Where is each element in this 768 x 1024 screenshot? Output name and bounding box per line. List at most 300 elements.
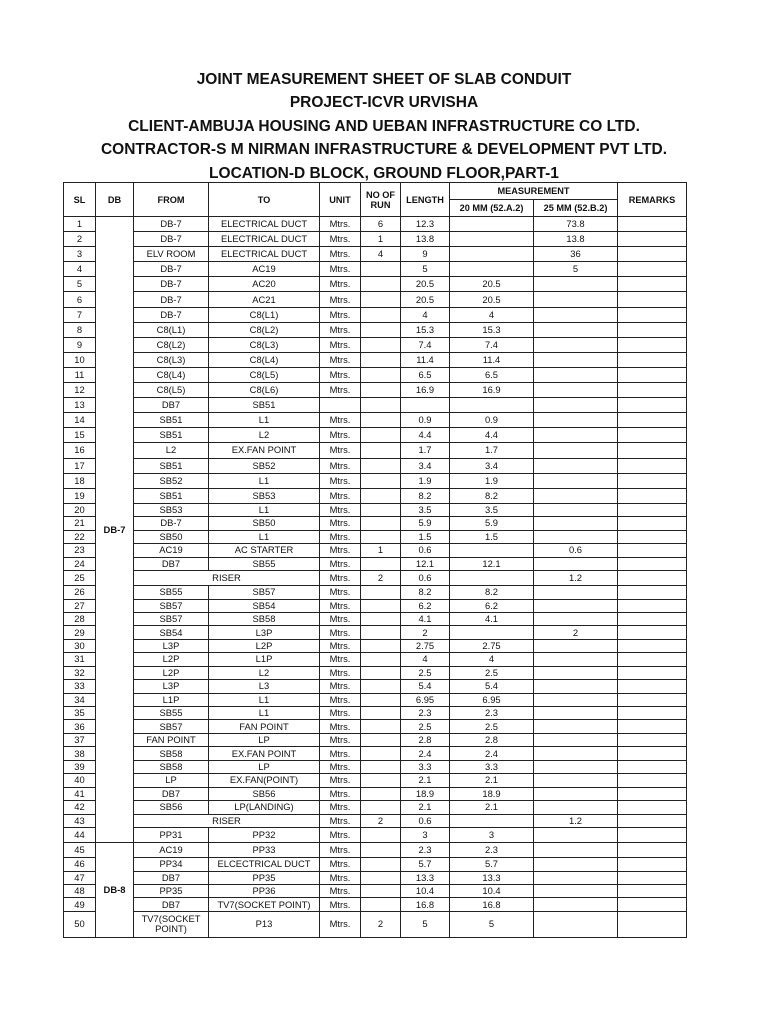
mm20-cell bbox=[450, 232, 534, 247]
mm20-cell: 4 bbox=[450, 653, 534, 666]
runs-cell: 1 bbox=[361, 544, 401, 557]
to-cell: AC STARTER bbox=[209, 544, 320, 557]
from-cell: L2 bbox=[134, 443, 209, 458]
sl-cell: 10 bbox=[64, 352, 96, 367]
to-cell: ELECTRICAL DUCT bbox=[209, 247, 320, 262]
sl-cell: 27 bbox=[64, 599, 96, 612]
to-cell: L1 bbox=[209, 413, 320, 428]
remarks-cell bbox=[618, 277, 687, 292]
sl-cell: 13 bbox=[64, 398, 96, 413]
mm20-cell: 2.3 bbox=[450, 707, 534, 720]
mm25-cell bbox=[534, 557, 618, 570]
runs-header: NO OF RUN bbox=[361, 183, 401, 217]
from-cell: AC19 bbox=[134, 843, 209, 858]
table-row bbox=[64, 827, 687, 842]
sl-cell: 25 bbox=[64, 570, 96, 585]
sl-cell: 31 bbox=[64, 653, 96, 666]
unit-cell: Mtrs. bbox=[320, 898, 361, 911]
to-cell: ELCECTRICAL DUCT bbox=[209, 858, 320, 871]
from-cell: DB7 bbox=[134, 787, 209, 800]
mm25-cell bbox=[534, 517, 618, 530]
sl-cell: 42 bbox=[64, 801, 96, 814]
mm20-cell bbox=[450, 626, 534, 639]
to-cell: L2 bbox=[209, 666, 320, 679]
unit-cell: Mtrs. bbox=[320, 774, 361, 787]
mm25-cell bbox=[534, 733, 618, 746]
mm25-cell: 5 bbox=[534, 262, 618, 277]
to-cell: SB55 bbox=[209, 557, 320, 570]
length-cell: 4.4 bbox=[401, 428, 450, 443]
unit-cell: Mtrs. bbox=[320, 247, 361, 262]
unit-cell: Mtrs. bbox=[320, 747, 361, 760]
mm20-cell: 1.9 bbox=[450, 473, 534, 488]
table-row bbox=[64, 428, 687, 443]
mm20-cell bbox=[450, 544, 534, 557]
runs-cell bbox=[361, 720, 401, 733]
measurement-header: MEASUREMENT bbox=[450, 183, 618, 200]
remarks-cell bbox=[618, 367, 687, 382]
table-row bbox=[64, 544, 687, 557]
mm25-cell bbox=[534, 801, 618, 814]
from-cell: DB-7 bbox=[134, 307, 209, 322]
mm25-cell bbox=[534, 322, 618, 337]
length-cell: 1.5 bbox=[401, 530, 450, 543]
mm20-cell: 1.5 bbox=[450, 530, 534, 543]
length-cell: 10.4 bbox=[401, 885, 450, 898]
unit-cell: Mtrs. bbox=[320, 428, 361, 443]
runs-cell bbox=[361, 413, 401, 428]
to-cell: L1 bbox=[209, 473, 320, 488]
location-line: LOCATION-D BLOCK, GROUND FLOOR,PART-1 bbox=[209, 164, 559, 182]
mm20-cell bbox=[450, 247, 534, 262]
runs-cell bbox=[361, 337, 401, 352]
remarks-cell bbox=[618, 232, 687, 247]
db-group-cell: DB-7 bbox=[96, 217, 134, 843]
mm20-cell: 8.2 bbox=[450, 488, 534, 503]
table-row bbox=[64, 653, 687, 666]
unit-cell: Mtrs. bbox=[320, 612, 361, 625]
from-cell: PP35 bbox=[134, 885, 209, 898]
unit-cell: Mtrs. bbox=[320, 680, 361, 693]
unit-cell: Mtrs. bbox=[320, 352, 361, 367]
sl-cell: 44 bbox=[64, 827, 96, 842]
to-cell: FAN POINT bbox=[209, 720, 320, 733]
sl-cell: 7 bbox=[64, 307, 96, 322]
table-row bbox=[64, 473, 687, 488]
unit-cell: Mtrs. bbox=[320, 639, 361, 652]
runs-cell bbox=[361, 428, 401, 443]
runs-cell bbox=[361, 307, 401, 322]
mm25-cell bbox=[534, 720, 618, 733]
mm25-cell bbox=[534, 599, 618, 612]
unit-cell: Mtrs. bbox=[320, 814, 361, 827]
mm20-cell: 2.5 bbox=[450, 666, 534, 679]
mm25-cell bbox=[534, 398, 618, 413]
sl-cell: 22 bbox=[64, 530, 96, 543]
remarks-cell bbox=[618, 503, 687, 516]
runs-cell bbox=[361, 707, 401, 720]
table-row bbox=[64, 443, 687, 458]
sl-cell: 17 bbox=[64, 458, 96, 473]
to-cell: TV7(SOCKET POINT) bbox=[209, 898, 320, 911]
runs-cell bbox=[361, 774, 401, 787]
project-line: PROJECT-ICVR URVISHA bbox=[289, 94, 479, 112]
sl-cell: 28 bbox=[64, 612, 96, 625]
mm25-cell bbox=[534, 680, 618, 693]
unit-cell: Mtrs. bbox=[320, 733, 361, 746]
unit-cell: Mtrs. bbox=[320, 473, 361, 488]
mm25-cell bbox=[534, 473, 618, 488]
length-cell: 20.5 bbox=[401, 277, 450, 292]
runs-cell: 4 bbox=[361, 247, 401, 262]
mm25-cell bbox=[534, 383, 618, 398]
to-cell: L2 bbox=[209, 428, 320, 443]
to-cell: L1 bbox=[209, 530, 320, 543]
mm20-cell: 2.4 bbox=[450, 747, 534, 760]
from-cell: C8(L3) bbox=[134, 352, 209, 367]
length-cell: 3.3 bbox=[401, 760, 450, 773]
to-cell: SB58 bbox=[209, 612, 320, 625]
mm25-cell bbox=[534, 666, 618, 679]
length-cell: 5.7 bbox=[401, 858, 450, 871]
to-cell: P13 bbox=[209, 911, 320, 937]
from-cell: C8(L2) bbox=[134, 337, 209, 352]
mm20-cell: 20.5 bbox=[450, 277, 534, 292]
to-cell: PP32 bbox=[209, 827, 320, 842]
remarks-cell bbox=[618, 557, 687, 570]
length-cell: 2.3 bbox=[401, 707, 450, 720]
sl-cell: 2 bbox=[64, 232, 96, 247]
sl-cell: 18 bbox=[64, 473, 96, 488]
runs-cell bbox=[361, 680, 401, 693]
mm25-cell bbox=[534, 488, 618, 503]
to-cell: AC19 bbox=[209, 262, 320, 277]
sl-cell: 23 bbox=[64, 544, 96, 557]
length-cell: 6.2 bbox=[401, 599, 450, 612]
mm25-cell bbox=[534, 443, 618, 458]
length-cell: 1.9 bbox=[401, 473, 450, 488]
runs-cell: 2 bbox=[361, 570, 401, 585]
sl-cell: 40 bbox=[64, 774, 96, 787]
sl-cell: 47 bbox=[64, 871, 96, 884]
sl-cell: 9 bbox=[64, 337, 96, 352]
to-cell: ELECTRICAL DUCT bbox=[209, 232, 320, 247]
table-row bbox=[64, 693, 687, 706]
mm20-cell bbox=[450, 814, 534, 827]
document-header bbox=[0, 68, 768, 185]
contractor-line: CONTRACTOR-S M NIRMAN INFRASTRUCTURE & DEVELOPMENT PVT LTD. bbox=[100, 141, 668, 159]
unit-cell: Mtrs. bbox=[320, 626, 361, 639]
length-cell: 0.6 bbox=[401, 814, 450, 827]
remarks-cell bbox=[618, 843, 687, 858]
mm25-cell: 0.6 bbox=[534, 544, 618, 557]
remarks-cell bbox=[618, 292, 687, 307]
table-row bbox=[64, 262, 687, 277]
from-cell: SB57 bbox=[134, 599, 209, 612]
mm25-cell bbox=[534, 911, 618, 937]
runs-cell bbox=[361, 262, 401, 277]
measurement-table-wrap bbox=[63, 182, 687, 938]
mm20-cell: 5.9 bbox=[450, 517, 534, 530]
table-row bbox=[64, 720, 687, 733]
table-row bbox=[64, 871, 687, 884]
mm20-cell: 16.9 bbox=[450, 383, 534, 398]
remarks-cell bbox=[618, 413, 687, 428]
mm20-cell: 0.9 bbox=[450, 413, 534, 428]
to-cell: EX.FAN(POINT) bbox=[209, 774, 320, 787]
runs-cell bbox=[361, 383, 401, 398]
mm25-cell: 1.2 bbox=[534, 570, 618, 585]
mm20-cell: 2.8 bbox=[450, 733, 534, 746]
table-row bbox=[64, 707, 687, 720]
unit-cell: Mtrs. bbox=[320, 277, 361, 292]
remarks-cell bbox=[618, 639, 687, 652]
from-cell: DB7 bbox=[134, 898, 209, 911]
table-row bbox=[64, 626, 687, 639]
runs-cell bbox=[361, 653, 401, 666]
mm20-cell: 3.3 bbox=[450, 760, 534, 773]
sl-cell: 16 bbox=[64, 443, 96, 458]
unit-cell: Mtrs. bbox=[320, 292, 361, 307]
from-cell: L3P bbox=[134, 680, 209, 693]
measurement-table bbox=[63, 182, 687, 938]
table-row bbox=[64, 843, 687, 858]
length-cell: 3.4 bbox=[401, 458, 450, 473]
unit-cell: Mtrs. bbox=[320, 787, 361, 800]
to-cell: C8(L3) bbox=[209, 337, 320, 352]
mm25-cell bbox=[534, 352, 618, 367]
remarks-cell bbox=[618, 720, 687, 733]
mm25-cell bbox=[534, 858, 618, 871]
remarks-cell bbox=[618, 827, 687, 842]
from-cell: DB-7 bbox=[134, 217, 209, 232]
from-cell: SB52 bbox=[134, 473, 209, 488]
unit-cell: Mtrs. bbox=[320, 843, 361, 858]
sl-cell: 6 bbox=[64, 292, 96, 307]
to-cell: AC20 bbox=[209, 277, 320, 292]
table-row bbox=[64, 557, 687, 570]
unit-cell: Mtrs. bbox=[320, 827, 361, 842]
runs-cell bbox=[361, 871, 401, 884]
table-row bbox=[64, 680, 687, 693]
mm20-cell: 2.75 bbox=[450, 639, 534, 652]
mm25-cell bbox=[534, 586, 618, 599]
sl-cell: 14 bbox=[64, 413, 96, 428]
to-header: TO bbox=[209, 183, 320, 217]
runs-cell bbox=[361, 733, 401, 746]
to-cell: C8(L4) bbox=[209, 352, 320, 367]
runs-cell bbox=[361, 277, 401, 292]
runs-cell bbox=[361, 473, 401, 488]
sl-cell: 15 bbox=[64, 428, 96, 443]
to-cell: C8(L1) bbox=[209, 307, 320, 322]
unit-cell: Mtrs. bbox=[320, 707, 361, 720]
table-row bbox=[64, 292, 687, 307]
mm25-cell: 2 bbox=[534, 626, 618, 639]
mm20-cell: 4.4 bbox=[450, 428, 534, 443]
length-cell: 2.1 bbox=[401, 801, 450, 814]
unit-cell: Mtrs. bbox=[320, 693, 361, 706]
mm25-cell: 36 bbox=[534, 247, 618, 262]
length-cell: 8.2 bbox=[401, 488, 450, 503]
length-cell: 3 bbox=[401, 827, 450, 842]
mm20-cell: 5 bbox=[450, 911, 534, 937]
table-row bbox=[64, 503, 687, 516]
table-row bbox=[64, 530, 687, 543]
sl-cell: 39 bbox=[64, 760, 96, 773]
unit-cell: Mtrs. bbox=[320, 307, 361, 322]
mm25-cell bbox=[534, 760, 618, 773]
remarks-cell bbox=[618, 586, 687, 599]
unit-cell bbox=[320, 398, 361, 413]
mm20-cell: 10.4 bbox=[450, 885, 534, 898]
length-cell: 13.3 bbox=[401, 871, 450, 884]
runs-cell bbox=[361, 827, 401, 842]
table-row bbox=[64, 801, 687, 814]
table-row bbox=[64, 612, 687, 625]
length-cell: 6.95 bbox=[401, 693, 450, 706]
to-cell: SB56 bbox=[209, 787, 320, 800]
from-cell: SB51 bbox=[134, 428, 209, 443]
length-cell: 12.3 bbox=[401, 217, 450, 232]
length-cell: 13.8 bbox=[401, 232, 450, 247]
length-cell: 5 bbox=[401, 262, 450, 277]
to-cell: LP bbox=[209, 760, 320, 773]
to-cell: SB54 bbox=[209, 599, 320, 612]
length-cell: 20.5 bbox=[401, 292, 450, 307]
mm20-cell: 5.4 bbox=[450, 680, 534, 693]
client-line: CLIENT-AMBUJA HOUSING AND UEBAN INFRASTRUCTURE CO LTD. bbox=[128, 117, 640, 135]
remarks-cell bbox=[618, 747, 687, 760]
remarks-cell bbox=[618, 760, 687, 773]
mm25-cell bbox=[534, 747, 618, 760]
from-cell: SB58 bbox=[134, 747, 209, 760]
mm20-cell: 4.1 bbox=[450, 612, 534, 625]
from-cell: C8(L5) bbox=[134, 383, 209, 398]
remarks-cell bbox=[618, 544, 687, 557]
unit-cell: Mtrs. bbox=[320, 458, 361, 473]
mm25-cell bbox=[534, 871, 618, 884]
unit-cell: Mtrs. bbox=[320, 871, 361, 884]
runs-cell bbox=[361, 530, 401, 543]
remarks-cell bbox=[618, 885, 687, 898]
remarks-cell bbox=[618, 352, 687, 367]
from-cell: AC19 bbox=[134, 544, 209, 557]
sl-cell: 45 bbox=[64, 843, 96, 858]
to-cell: L1P bbox=[209, 653, 320, 666]
remarks-cell bbox=[618, 707, 687, 720]
mm25-cell bbox=[534, 693, 618, 706]
runs-cell bbox=[361, 612, 401, 625]
unit-cell: Mtrs. bbox=[320, 262, 361, 277]
runs-cell bbox=[361, 747, 401, 760]
sl-cell: 4 bbox=[64, 262, 96, 277]
remarks-cell bbox=[618, 787, 687, 800]
from-cell: SB57 bbox=[134, 612, 209, 625]
to-cell: SB52 bbox=[209, 458, 320, 473]
to-cell: ELECTRICAL DUCT bbox=[209, 217, 320, 232]
from-cell: L3P bbox=[134, 639, 209, 652]
mm20-cell: 3.4 bbox=[450, 458, 534, 473]
mm20-cell: 1.7 bbox=[450, 443, 534, 458]
mm20-cell: 11.4 bbox=[450, 352, 534, 367]
length-cell: 3.5 bbox=[401, 503, 450, 516]
unit-cell: Mtrs. bbox=[320, 413, 361, 428]
mm20-cell: 18.9 bbox=[450, 787, 534, 800]
table-row bbox=[64, 398, 687, 413]
remarks-cell bbox=[618, 307, 687, 322]
length-cell: 8.2 bbox=[401, 586, 450, 599]
remarks-cell bbox=[618, 653, 687, 666]
runs-cell: 2 bbox=[361, 911, 401, 937]
sl-cell: 50 bbox=[64, 911, 96, 937]
mm20-cell: 13.3 bbox=[450, 871, 534, 884]
remarks-cell bbox=[618, 458, 687, 473]
unit-cell: Mtrs. bbox=[320, 232, 361, 247]
runs-cell bbox=[361, 801, 401, 814]
to-cell: PP35 bbox=[209, 871, 320, 884]
unit-cell: Mtrs. bbox=[320, 653, 361, 666]
sl-cell: 33 bbox=[64, 680, 96, 693]
table-row bbox=[64, 858, 687, 871]
runs-cell bbox=[361, 292, 401, 307]
sl-cell: 29 bbox=[64, 626, 96, 639]
mm20-cell bbox=[450, 262, 534, 277]
from-cell: DB-7 bbox=[134, 277, 209, 292]
mm20-cell: 2.1 bbox=[450, 801, 534, 814]
remarks-cell bbox=[618, 871, 687, 884]
length-cell: 11.4 bbox=[401, 352, 450, 367]
unit-cell: Mtrs. bbox=[320, 544, 361, 557]
from-cell: ELV ROOM bbox=[134, 247, 209, 262]
runs-cell bbox=[361, 503, 401, 516]
table-row bbox=[64, 367, 687, 382]
mm25-cell bbox=[534, 827, 618, 842]
sl-cell: 49 bbox=[64, 898, 96, 911]
remarks-cell bbox=[618, 733, 687, 746]
runs-cell bbox=[361, 787, 401, 800]
table-body bbox=[64, 217, 687, 938]
table-row bbox=[64, 488, 687, 503]
from-cell: DB7 bbox=[134, 398, 209, 413]
table-row bbox=[64, 599, 687, 612]
runs-cell bbox=[361, 322, 401, 337]
to-cell: L1 bbox=[209, 693, 320, 706]
mm25-cell bbox=[534, 428, 618, 443]
runs-cell bbox=[361, 352, 401, 367]
mm20-cell: 7.4 bbox=[450, 337, 534, 352]
sl-cell: 38 bbox=[64, 747, 96, 760]
table-row bbox=[64, 247, 687, 262]
unit-cell: Mtrs. bbox=[320, 383, 361, 398]
runs-cell bbox=[361, 898, 401, 911]
runs-cell bbox=[361, 599, 401, 612]
runs-cell bbox=[361, 666, 401, 679]
mm25-cell bbox=[534, 612, 618, 625]
length-cell: 12.1 bbox=[401, 557, 450, 570]
runs-cell: 2 bbox=[361, 814, 401, 827]
table-row bbox=[64, 570, 687, 585]
remarks-cell bbox=[618, 443, 687, 458]
unit-cell: Mtrs. bbox=[320, 720, 361, 733]
unit-cell: Mtrs. bbox=[320, 666, 361, 679]
runs-cell: 6 bbox=[361, 217, 401, 232]
runs-cell bbox=[361, 843, 401, 858]
table-row bbox=[64, 639, 687, 652]
remarks-cell bbox=[618, 337, 687, 352]
mm20-cell: 2.5 bbox=[450, 720, 534, 733]
mm25-cell bbox=[534, 707, 618, 720]
